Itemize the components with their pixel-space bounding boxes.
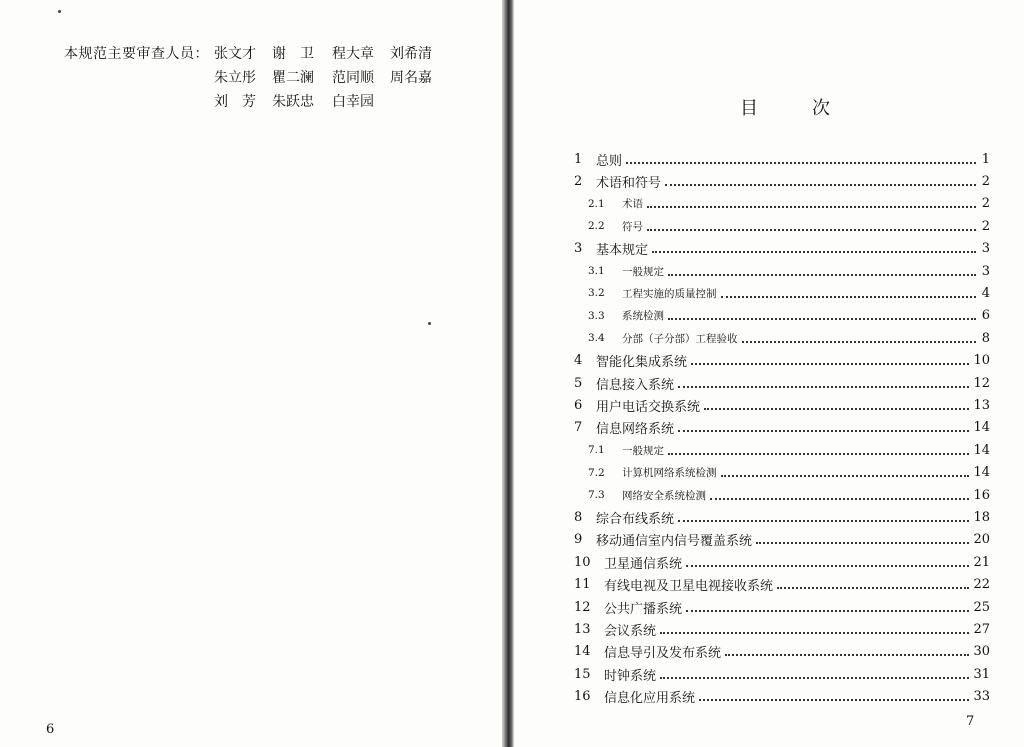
toc-entry-title: 分部（子分部）工程验收 <box>622 332 738 345</box>
toc-leader-dots <box>660 676 969 679</box>
toc-entry <box>574 417 990 439</box>
toc-entry <box>574 506 990 528</box>
toc-entry-title: 有线电视及卫星电视接收系统 <box>604 579 774 595</box>
toc-entry-title: 一般规定 <box>622 444 664 457</box>
toc-entry-number: 4 <box>574 353 583 369</box>
left-page-number: 6 <box>46 722 55 737</box>
toc-entry <box>574 529 990 551</box>
toc-entry-title: 基本规定 <box>596 243 649 259</box>
toc-entry-title: 会议系统 <box>604 623 657 639</box>
toc-entry <box>574 215 990 237</box>
toc-entry-title: 计算机网络系统检测 <box>622 467 717 480</box>
toc-entry <box>574 170 990 192</box>
toc-entry <box>574 596 990 618</box>
toc-leader-dots <box>678 519 969 522</box>
toc-entry <box>574 148 990 170</box>
toc-entry <box>574 372 990 394</box>
toc-leader-dots <box>777 586 969 589</box>
reviewer-name: 范同顺 <box>332 70 374 86</box>
toc-leader-dots <box>652 250 976 253</box>
toc-entry-page: 14 <box>973 420 990 436</box>
toc-leader-dots <box>742 340 977 343</box>
toc-leader-dots <box>691 362 969 365</box>
toc-entry-title: 术语 <box>622 198 643 211</box>
toc-entry-page: 2 <box>981 196 990 212</box>
reviewers-label: 本规范主要审查人员： <box>64 46 209 62</box>
toc-leader-dots <box>668 452 969 455</box>
toc-entry-page: 1 <box>981 151 990 167</box>
toc-leader-dots <box>660 631 969 634</box>
toc-entry-title: 术语和符号 <box>596 175 662 191</box>
toc-entry <box>574 439 990 461</box>
toc-entry-number: 2.1 <box>588 197 605 210</box>
toc-entry <box>574 462 990 484</box>
toc-entry-title: 时钟系统 <box>604 668 657 684</box>
toc-entry-title: 信息网络系统 <box>596 422 675 438</box>
toc-entry-number: 3.2 <box>588 287 605 300</box>
toc-leader-dots <box>626 161 976 164</box>
left-page <box>0 0 502 747</box>
toc-entry-page: 31 <box>973 666 990 682</box>
toc-entry-number: 3.4 <box>588 332 605 345</box>
toc-entry-title: 总则 <box>596 153 623 169</box>
toc-entry <box>574 327 990 349</box>
toc-entry <box>574 551 990 573</box>
toc-entry-title: 符号 <box>622 220 643 233</box>
toc-leader-dots <box>668 317 976 320</box>
toc-entry-page: 18 <box>973 509 990 525</box>
toc-entry-number: 3 <box>574 241 583 257</box>
scan-speck <box>58 10 61 13</box>
scan-speck <box>428 322 431 325</box>
toc-entry-page: 16 <box>973 487 990 503</box>
toc-title-char: 目 <box>740 98 758 119</box>
reviewer-name: 刘希清 <box>390 46 432 62</box>
toc-entry-page: 25 <box>973 599 990 615</box>
toc-entry-page: 13 <box>973 397 990 413</box>
toc-entry-number: 14 <box>574 644 591 660</box>
toc-entry-page: 12 <box>973 375 990 391</box>
toc-entry-title: 综合布线系统 <box>596 511 675 527</box>
toc-leader-dots <box>686 564 969 567</box>
toc-entry-number: 3.1 <box>588 265 605 277</box>
toc-entry-page: 14 <box>973 442 990 458</box>
toc-entry-title: 智能化集成系统 <box>596 355 688 371</box>
toc-entry-number: 2 <box>574 173 583 189</box>
toc-entry <box>574 686 990 708</box>
toc-entry-page: 20 <box>973 532 990 548</box>
toc-entry-number: 13 <box>574 621 591 637</box>
toc-leader-dots <box>721 295 977 298</box>
toc-entry <box>574 350 990 372</box>
toc-entry-page: 27 <box>973 621 990 637</box>
reviewer-name: 朱立彤 <box>214 70 256 86</box>
toc-entry-title: 信息接入系统 <box>596 377 675 393</box>
toc-entry-title: 卫星通信系统 <box>604 556 683 572</box>
toc-entry <box>574 238 990 260</box>
reviewer-name: 朱跃忠 <box>272 94 314 110</box>
toc-leader-dots <box>647 228 976 231</box>
toc-entry-number: 9 <box>574 532 583 548</box>
toc-leader-dots <box>668 273 976 276</box>
toc-leader-dots <box>704 407 969 410</box>
book-gutter <box>502 0 514 747</box>
toc-leader-dots <box>725 653 969 656</box>
toc-entry-page: 3 <box>981 263 990 279</box>
toc-entry <box>574 574 990 596</box>
toc-entry-title: 信息导引及发布系统 <box>604 646 722 662</box>
toc-entry-title: 公共广播系统 <box>604 601 683 617</box>
toc-leader-dots <box>678 385 969 388</box>
toc-entry-title: 信息化应用系统 <box>604 691 696 707</box>
toc-entry-number: 8 <box>574 509 583 525</box>
toc-entry <box>574 260 990 282</box>
toc-entry-page: 14 <box>973 465 990 481</box>
toc-leader-dots <box>686 609 969 612</box>
toc-leader-dots <box>699 698 969 701</box>
toc-entry-number: 15 <box>574 666 591 682</box>
toc-entry-page: 22 <box>973 577 990 593</box>
toc-entry <box>574 394 990 416</box>
reviewer-name: 张文才 <box>214 46 256 62</box>
toc-entry-title: 移动通信室内信号覆盖系统 <box>596 534 753 550</box>
toc-entry-number: 12 <box>574 599 591 615</box>
reviewer-name: 程大章 <box>332 46 374 62</box>
right-page-number: 7 <box>966 714 975 729</box>
toc-entry-page: 8 <box>981 330 990 346</box>
toc-entry-page: 2 <box>981 218 990 234</box>
toc-entry <box>574 282 990 304</box>
toc-entry-title: 用户电话交换系统 <box>596 399 701 415</box>
toc-entry-title: 网络安全系统检测 <box>622 489 706 502</box>
reviewer-name: 瞿二澜 <box>272 70 314 86</box>
toc-entry <box>574 305 990 327</box>
toc-title-char: 次 <box>812 98 830 119</box>
toc-entry-page: 3 <box>981 241 990 257</box>
toc-entry-number: 1 <box>574 151 583 167</box>
reviewer-name: 刘 芳 <box>214 94 256 110</box>
toc-entry-number: 6 <box>574 397 583 413</box>
toc-entry-number: 2.2 <box>588 220 605 233</box>
toc-leader-dots <box>647 205 976 208</box>
toc-entry-page: 2 <box>981 173 990 189</box>
toc-entry-number: 7.2 <box>588 466 605 479</box>
toc-entry-number: 11 <box>574 577 591 593</box>
toc-leader-dots <box>756 541 969 544</box>
toc-entry-number: 7.3 <box>588 489 605 501</box>
toc-leader-dots <box>710 497 969 500</box>
toc-entry-number: 3.3 <box>588 309 605 322</box>
toc-entry-number: 16 <box>574 689 591 705</box>
toc-leader-dots <box>678 429 969 432</box>
toc-entry-page: 4 <box>981 285 990 301</box>
toc-entry-page: 30 <box>973 644 990 660</box>
reviewer-name: 谢 卫 <box>272 46 314 62</box>
reviewer-name: 白幸园 <box>332 94 374 110</box>
toc-leader-dots <box>721 474 970 477</box>
toc-entry-page: 21 <box>973 554 990 570</box>
toc-title <box>740 94 830 120</box>
toc-entry-page: 33 <box>973 689 990 705</box>
toc-entry-number: 10 <box>574 554 591 570</box>
toc-entry-title: 系统检测 <box>622 310 664 323</box>
toc-entry-title: 工程实施的质量控制 <box>622 287 717 300</box>
toc-entry <box>574 193 990 215</box>
toc-entry-title: 一般规定 <box>622 265 664 278</box>
toc-entry-number: 5 <box>574 375 583 391</box>
reviewer-name: 周名嘉 <box>390 70 432 86</box>
toc-entry-number: 7 <box>574 420 583 436</box>
toc-entry-page: 10 <box>973 353 990 369</box>
toc-entry <box>574 663 990 685</box>
toc-entry <box>574 641 990 663</box>
toc-entry <box>574 484 990 506</box>
toc-entry-number: 7.1 <box>588 444 605 457</box>
toc-leader-dots <box>665 183 976 186</box>
toc-entry-page: 6 <box>981 308 990 324</box>
toc-entry <box>574 618 990 640</box>
